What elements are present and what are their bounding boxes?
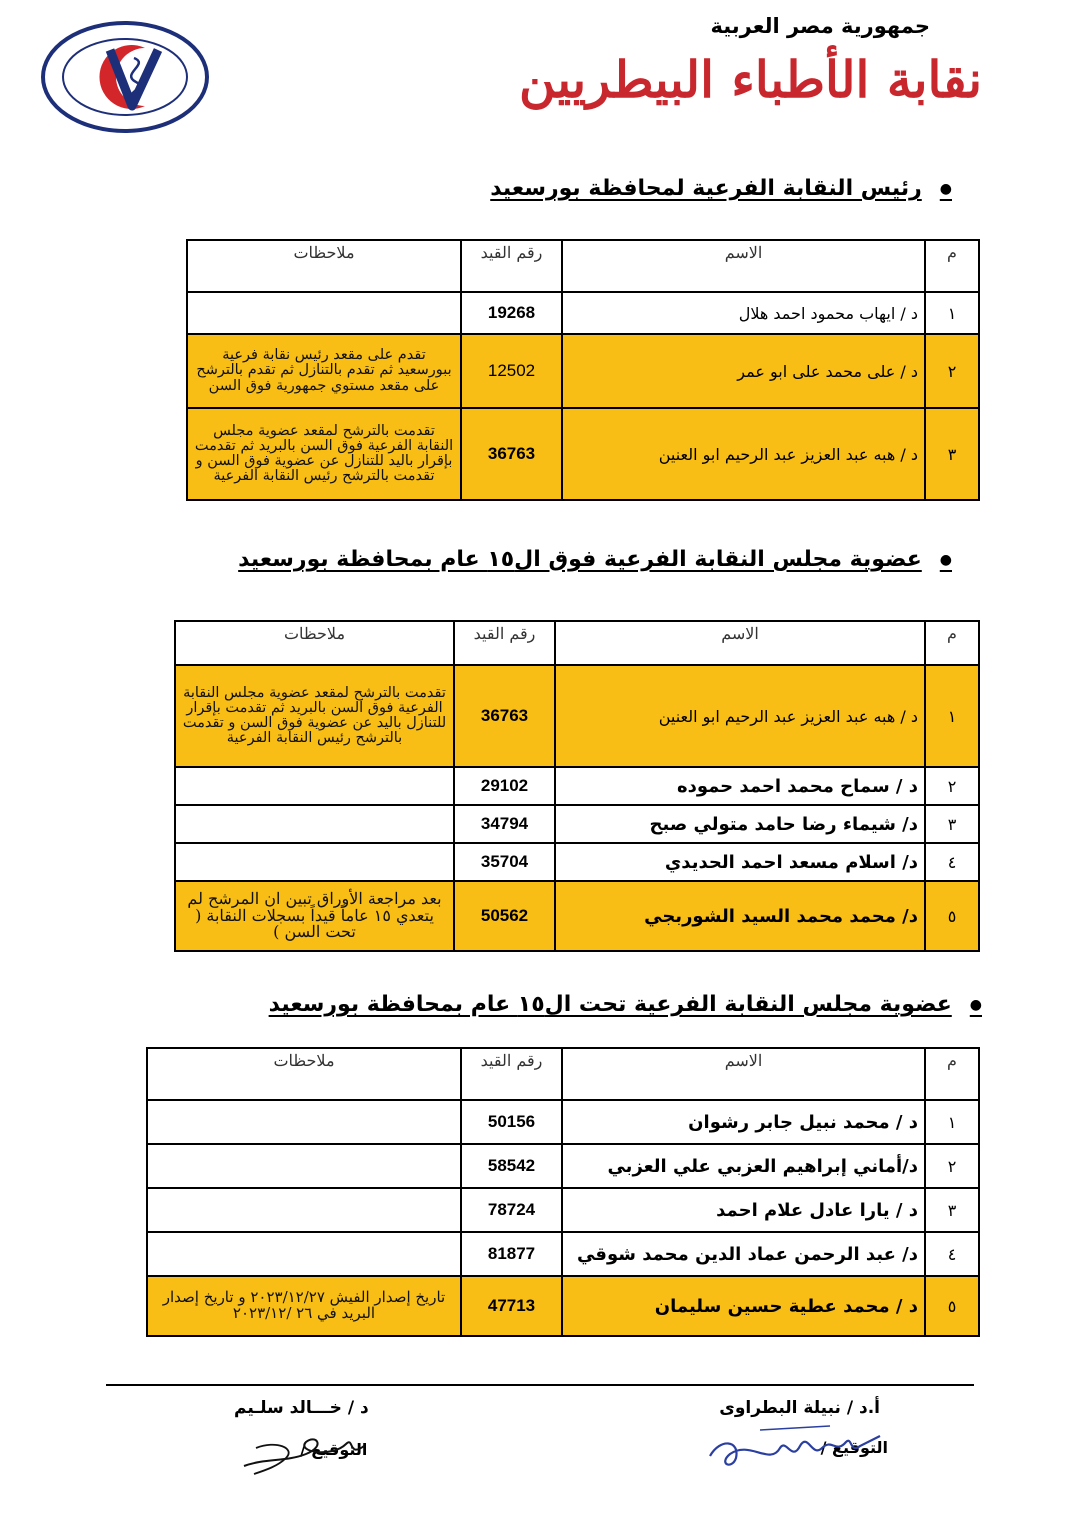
row-idx: ٤ [925, 843, 979, 881]
row-name: د / محمد نبيل جابر رشوان [562, 1100, 925, 1144]
col-header-idx: م [925, 240, 979, 292]
row-name: د / هبه عبد العزيز عبد الرحيم ابو العنين [562, 408, 925, 500]
row-notes [175, 767, 454, 805]
row-name: د/ محمد محمد السيد الشوربجي [555, 881, 925, 951]
section-2-title: ●عضوية مجلس النقابة الفرعية فوق ال١٥ عام بمحافظة بورسعيد [238, 547, 952, 572]
row-reg: 36763 [461, 408, 562, 500]
row-name: د / ايهاب محمود احمد هلال [562, 292, 925, 334]
table-row [147, 1188, 979, 1232]
table-header-row [187, 240, 979, 292]
signatory-left-name: د / خـــالد سلـيم [234, 1398, 369, 1418]
signature-right [700, 1418, 900, 1478]
section-3-title: ●عضوية مجلس النقابة الفرعية تحت ال١٥ عام بمحافظة بورسعيد [268, 992, 982, 1017]
country-title: جمهورية مصر العربية [710, 14, 930, 38]
row-notes [147, 1100, 461, 1144]
col-header-idx: م [925, 621, 979, 665]
table-row [175, 881, 979, 951]
row-notes [175, 805, 454, 843]
row-reg: 50562 [454, 881, 555, 951]
row-notes: تقدم على مقعد رئيس نقابة فرعية ببورسعيد ثم تقدم بالتنازل ثم تقدم بالترشح على مقعد مستوي جمهورية فوق السن [187, 334, 461, 408]
row-name: د / يارا عادل علام احمد [562, 1188, 925, 1232]
col-header-notes: ملاحظات [147, 1048, 461, 1100]
row-notes [147, 1144, 461, 1188]
row-notes [147, 1232, 461, 1276]
bullet-icon: ● [969, 997, 982, 1013]
table-row [147, 1276, 979, 1336]
col-header-name: الاسم [555, 621, 925, 665]
row-idx: ٣ [925, 408, 979, 500]
row-name: د/ اسلام مسعد احمد الحديدي [555, 843, 925, 881]
row-notes: بعد مراجعة الأوراق تبين ان المرشح لم يتعدي ١٥ عاماً قيداً بسجلات النقابة ( تحت السن ) [175, 881, 454, 951]
row-reg: 29102 [454, 767, 555, 805]
row-idx: ٢ [925, 334, 979, 408]
table-members-over-15 [174, 620, 980, 952]
row-reg: 58542 [461, 1144, 562, 1188]
syndicate-title: نقابة الأطباء البيطريين [519, 50, 982, 109]
signatory-right-name: أ.د / نبيلة البطراوى [719, 1398, 880, 1418]
table-row [175, 843, 979, 881]
row-idx: ٥ [925, 1276, 979, 1336]
row-notes [175, 843, 454, 881]
row-reg: 35704 [454, 843, 555, 881]
bullet-icon: ● [939, 552, 952, 568]
col-header-name: الاسم [562, 240, 925, 292]
row-name: د / هبه عبد العزيز عبد الرحيم ابو العنين [555, 665, 925, 767]
row-name: د/ شيماء رضا حامد متولي صبح [555, 805, 925, 843]
table-row [187, 408, 979, 500]
col-header-name: الاسم [562, 1048, 925, 1100]
col-header-notes: ملاحظات [175, 621, 454, 665]
row-name: د/ عبد الرحمن عماد الدين محمد شوقي [562, 1232, 925, 1276]
row-reg: 47713 [461, 1276, 562, 1336]
col-header-reg: رقم القيد [461, 1048, 562, 1100]
row-name: د / محمد عطية حسين سليمان [562, 1276, 925, 1336]
row-idx: ١ [925, 1100, 979, 1144]
row-idx: ٢ [925, 1144, 979, 1188]
table-branch-president [186, 239, 980, 501]
row-idx: ٥ [925, 881, 979, 951]
row-reg: 12502 [461, 334, 562, 408]
section-1-title: ●رئيس النقابة الفرعية لمحافظة بورسعيد [490, 176, 952, 201]
table-header-row [147, 1048, 979, 1100]
row-idx: ٣ [925, 805, 979, 843]
row-name: د/أماني إبراهيم العزبي علي العزبي [562, 1144, 925, 1188]
table-header-row [175, 621, 979, 665]
row-reg: 50156 [461, 1100, 562, 1144]
row-notes: تقدمت بالترشح لمقعد عضوية مجلس النقابة الفرعية فوق السن بالبريد ثم تقدمت بإقرار باليد للتنازل عن عضوية فوق السن و تقدمت بالترشح رئيس النقابة الفرعية [187, 408, 461, 500]
table-row [175, 665, 979, 767]
table-row [187, 292, 979, 334]
row-notes: تقدمت بالترشح لمقعد عضوية مجلس النقابة الفرعية فوق السن بالبريد ثم تقدمت بإقرار للتنازل باليد عن عضوية فوق السن و تقدمت بالترشح رئيس النقابة الفرعية [175, 665, 454, 767]
row-idx: ٣ [925, 1188, 979, 1232]
row-reg: 36763 [454, 665, 555, 767]
signature-left [236, 1418, 376, 1478]
table-row [147, 1144, 979, 1188]
table-row [187, 334, 979, 408]
row-notes: تاريخ إصدار الفيش ٢٠٢٣/١٢/٢٧ و تاريخ إصدار البريد في ٢٦ /٢٠٢٣/١٢ [147, 1276, 461, 1336]
col-header-reg: رقم القيد [454, 621, 555, 665]
table-members-under-15 [146, 1047, 980, 1337]
footer-divider [106, 1384, 974, 1386]
col-header-notes: ملاحظات [187, 240, 461, 292]
signatory-right-label: التوقيع / [820, 1438, 888, 1457]
table-row [147, 1232, 979, 1276]
bullet-icon: ● [939, 181, 952, 197]
row-idx: ٤ [925, 1232, 979, 1276]
table-row [175, 767, 979, 805]
table-row [147, 1100, 979, 1144]
table-row [175, 805, 979, 843]
col-header-reg: رقم القيد [461, 240, 562, 292]
row-idx: ٢ [925, 767, 979, 805]
row-name: د / سماح محمد احمد حموده [555, 767, 925, 805]
row-reg: 78724 [461, 1188, 562, 1232]
row-idx: ١ [925, 292, 979, 334]
row-reg: 19268 [461, 292, 562, 334]
row-reg: 81877 [461, 1232, 562, 1276]
syndicate-logo [40, 20, 210, 135]
row-name: د / على محمد على ابو عمر [562, 334, 925, 408]
row-notes [147, 1188, 461, 1232]
row-idx: ١ [925, 665, 979, 767]
signatory-left-label: التوقيع / [300, 1440, 368, 1459]
row-notes [187, 292, 461, 334]
row-reg: 34794 [454, 805, 555, 843]
col-header-idx: م [925, 1048, 979, 1100]
